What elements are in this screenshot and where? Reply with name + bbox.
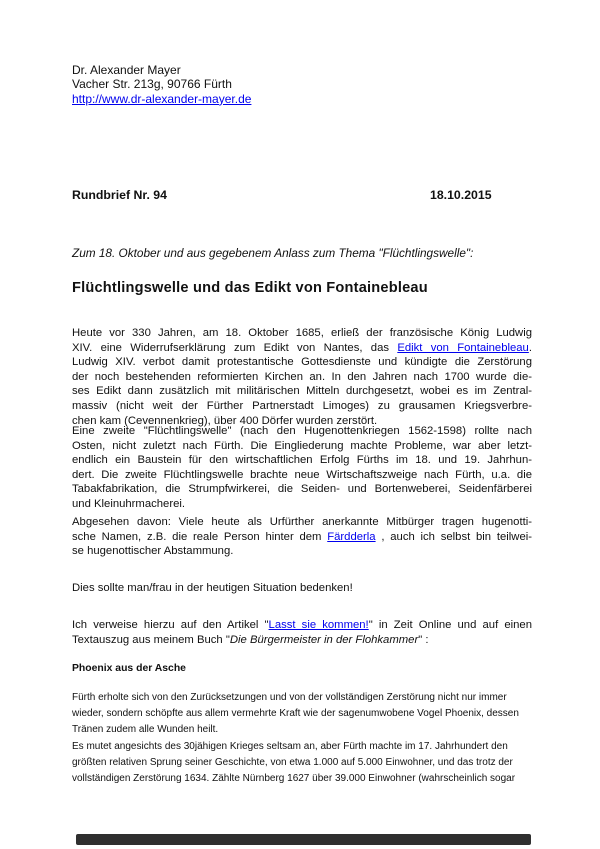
text-segment: Abgesehen davon: Viele heute als Urfürther anerkannte Mitbürger tragen hugenotti- <box>72 516 532 528</box>
text-segment: größten relativen Sprung seiner Geschichte, von etwa 1.000 auf 5.000 Einwohner, und das trotz der <box>72 757 513 768</box>
issue-label: Rundbrief Nr. 94 <box>72 188 167 202</box>
paragraph-names <box>72 515 532 559</box>
text-line <box>72 341 532 356</box>
paragraph-second-wave <box>72 424 532 512</box>
text-line <box>72 497 532 512</box>
text-line <box>72 544 532 559</box>
text-segment: Heute vor 330 Jahren, am 18. Oktober 1685, erließ der französische König Ludwig <box>72 327 532 339</box>
text-segment: XIV. eine Widerrufserklärung zum Edikt von Nantes, das <box>72 341 398 354</box>
book-title: Die Bürgermeister in der Flohkammer <box>229 634 419 646</box>
excerpt-paragraph-growth <box>72 739 546 787</box>
scanned-image-top-edge <box>76 834 531 845</box>
text-segment: der noch bestehenden reformierten Kirchen an. In den Jahren nach 1700 wurde die- <box>72 370 532 383</box>
sender-name: Dr. Alexander Mayer <box>72 63 181 77</box>
text-segment: massiv (nicht weit der Fürther Partnerstadt Limoges) zu grausamen Kriegsverbre- <box>72 399 532 412</box>
text-segment: Es mutet angesichts des 30jähigen Krieges seltsam an, aber Fürth machte im 17. Jahrhundert den <box>72 741 508 752</box>
occasion-note: Zum 18. Oktober und aus gegebenem Anlass zum Thema "Flüchtlingswelle": <box>72 246 474 260</box>
sender-website-link[interactable]: http://www.dr-alexander-mayer.de <box>72 91 252 106</box>
text-segment: ses Edikt dann zusätzlich mit militärischen Mitteln durchgesetzt, wobei es im Zentral- <box>72 385 532 398</box>
text-line <box>72 633 532 648</box>
text-line <box>72 453 532 468</box>
paragraph-reference <box>72 618 532 648</box>
inline-link[interactable]: Lasst sie kommen! <box>268 619 369 631</box>
text-segment: , auch ich selbst bin teilwei- <box>375 530 532 543</box>
text-line <box>72 515 532 530</box>
text-segment: Osten, nicht zuletzt nach Fürth. Die Eingliederung machte Probleme, war aber letzt- <box>72 439 532 452</box>
text-line <box>72 384 532 399</box>
sender-address: Vacher Str. 213g, 90766 Fürth <box>72 77 232 92</box>
sender-block <box>72 63 251 106</box>
issue-date: 18.10.2015 <box>430 188 492 202</box>
text-segment: vollständigen Zerstörung 1634. Zählte Nürnberg 1627 über 39.000 Einwohner (wahrscheinlich sogar <box>72 773 516 784</box>
inline-link[interactable]: Edikt von Fontainebleau <box>397 341 529 354</box>
paragraph-edict <box>72 326 532 428</box>
text-segment: . <box>528 341 532 354</box>
text-line <box>72 482 532 497</box>
text-segment: endlich ein Baustein für den wirtschaftlichen Erfolg Fürths im 18. und 19. Jahrhun- <box>72 454 532 467</box>
text-line <box>72 370 532 385</box>
text-segment: sche Namen, z.B. die reale Person hinter dem <box>72 530 328 543</box>
text-segment: Ludwig XIV. verbot damit protestantische Gottesdienste und kündigte die Zerstörung <box>72 356 532 369</box>
text-line <box>72 739 546 755</box>
text-segment: se hugenottischer Abstammung. <box>72 545 234 558</box>
text-line <box>72 706 546 722</box>
page-title: Flüchtlingswelle und das Edikt von Fontainebleau <box>72 280 428 296</box>
text-segment: Tabakfabrikation, die Strumpfwirkerei, die Seiden- und Bortenweberei, Seidenfärberei <box>72 483 532 496</box>
text-segment: chen kam (Cevennenkrieg), über 400 Dörfer wurden zerstört. <box>72 414 378 427</box>
excerpt-paragraph-phoenix <box>72 690 546 738</box>
inline-link[interactable]: Färdderla <box>327 530 376 543</box>
text-line <box>72 690 546 706</box>
text-segment: Textauszug aus meinem Buch " <box>72 634 230 646</box>
excerpt-subheading: Phoenix aus der Asche <box>72 663 186 674</box>
text-line <box>72 439 532 454</box>
text-segment: Eine zweite "Flüchtlingswelle" (nach den Hugenottenkriegen 1562-1598) rollte nach <box>72 425 532 437</box>
text-segment: " in Zeit Online und auf einen <box>368 619 532 631</box>
text-line <box>72 722 546 738</box>
text-segment: Fürth erholte sich von den Zurücksetzungen und von der vollständigen Zerstörung nicht nur immer <box>72 692 507 703</box>
statement-line: Dies sollte man/frau in der heutigen Situation bedenken! <box>72 582 353 594</box>
meta-row <box>72 188 532 202</box>
text-line <box>72 326 532 341</box>
text-line <box>72 530 532 545</box>
text-segment: Tränen zudem alle Wunden heilt. <box>72 724 219 735</box>
text-line <box>72 755 546 771</box>
text-line <box>72 399 532 414</box>
text-line <box>72 424 532 439</box>
text-line <box>72 771 546 787</box>
text-segment: dert. Die zweite Flüchtlingswelle brachte neue Wirtschaftszweige nach Fürth, u.a. die <box>72 468 532 481</box>
text-segment: und Kleinuhrmacherei. <box>72 497 186 510</box>
text-segment: " : <box>418 634 429 646</box>
text-segment: wieder, sondern schöpfte aus allem vermehrte Kraft wie der sagenumwobene Vogel Phoenix, dessen <box>72 708 519 719</box>
text-line <box>72 468 532 483</box>
text-line <box>72 355 532 370</box>
text-line <box>72 618 532 633</box>
text-segment: Ich verweise hierzu auf den Artikel " <box>72 619 269 631</box>
